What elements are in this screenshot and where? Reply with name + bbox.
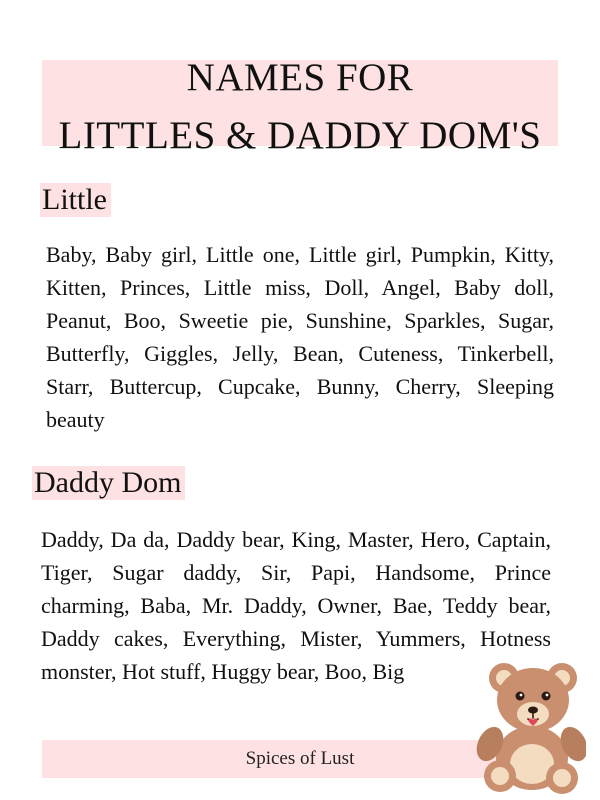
- section-heading-little: Little: [40, 183, 111, 217]
- page-title-line-1: NAMES FOR: [186, 56, 414, 99]
- page-title-line-2: LITTLES & DADDY DOM'S: [58, 114, 542, 157]
- section-heading-daddy-dom: Daddy Dom: [32, 466, 185, 500]
- section-text-daddy-dom: Daddy, Da da, Daddy bear, King, Master, Hero, Captain, Tiger, Sugar daddy, Sir, Papi, Handsome, Prince charming, Baba, Mr. Daddy, Owner, Bae, Teddy bear, Daddy cakes, Everything, Mister, Yummers, Hotness monster, Hot stuff, Huggy bear, Boo, Big: [41, 527, 551, 684]
- teddy-bear-icon: [474, 660, 586, 794]
- footer-label: Spices of Lust: [245, 748, 355, 769]
- section-text-little: Baby, Baby girl, Little one, Little girl, Pumpkin, Kitty, Kitten, Princes, Little miss, Doll, Angel, Baby doll, Peanut, Boo, Sweetie pie, Sunshine, Sparkles, Sugar, Butterfly, Giggles, Jelly, Bean, Cuteness, Tinkerbell, Starr, Buttercup, Cupcake, Bunny, Cherry, Sleeping beauty: [46, 242, 554, 432]
